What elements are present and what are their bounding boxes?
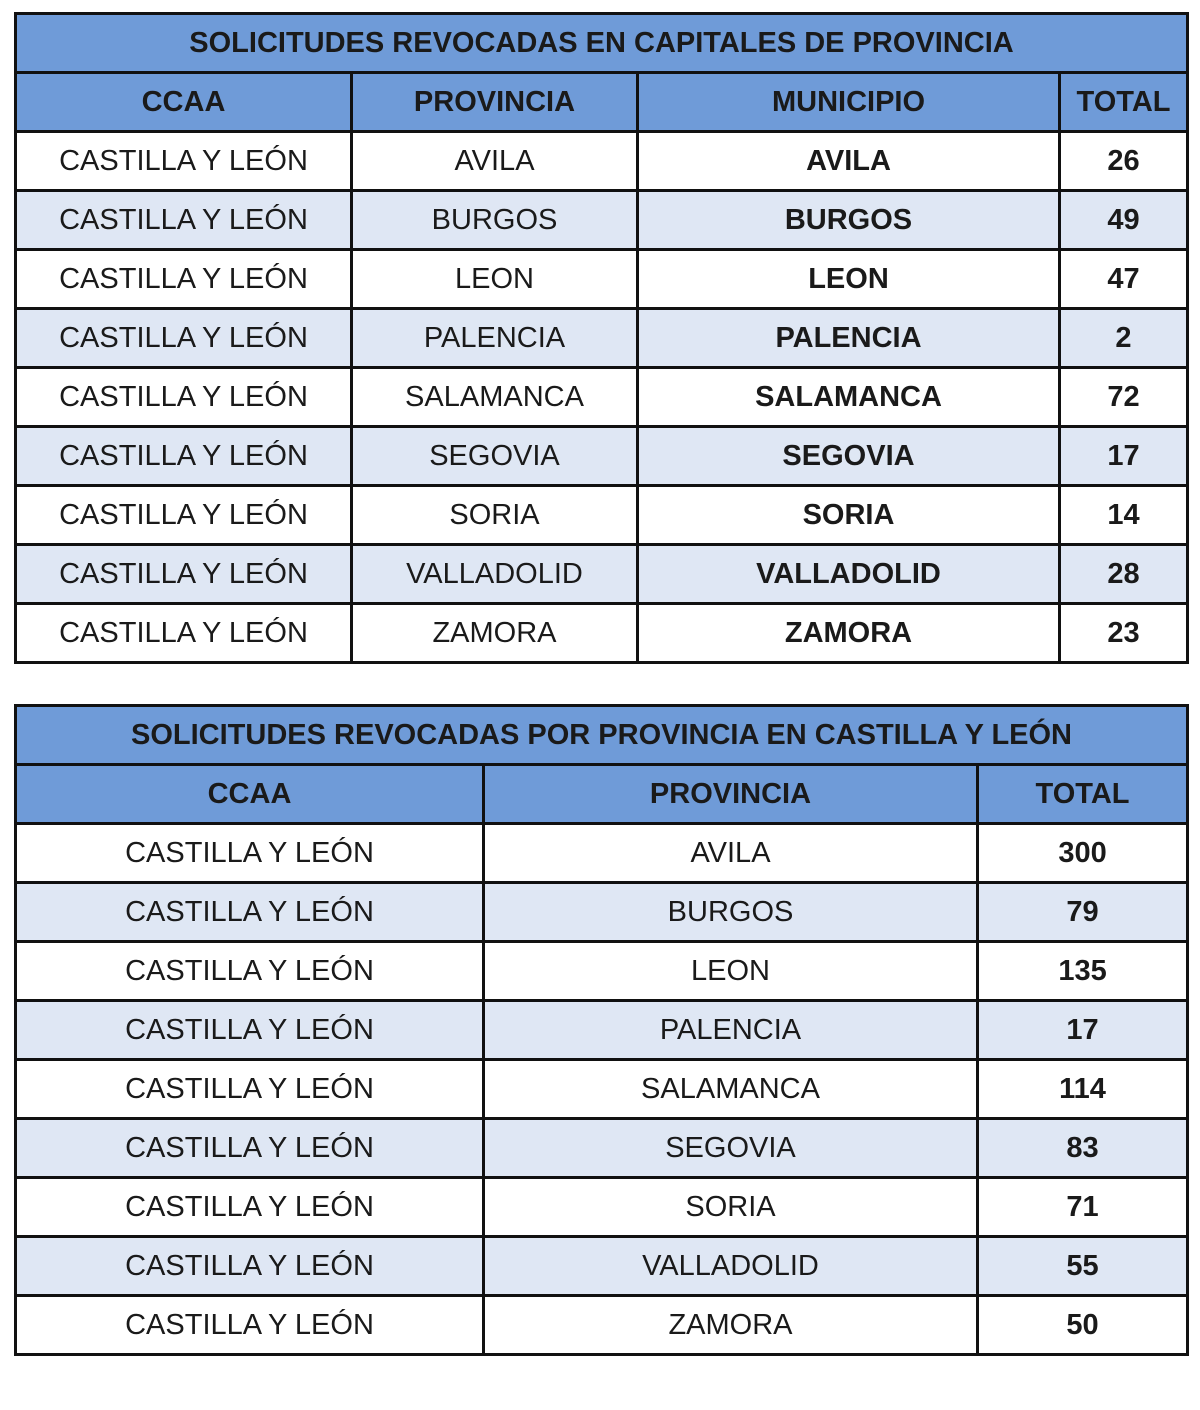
cell-ccaa: CASTILLA Y LEÓN <box>16 1060 484 1119</box>
capitals-table-body <box>16 132 1188 663</box>
cell-total: 26 <box>1060 132 1188 191</box>
cell-ccaa: CASTILLA Y LEÓN <box>16 824 484 883</box>
table-row <box>16 132 1188 191</box>
table-row <box>16 824 1188 883</box>
table-row <box>16 883 1188 942</box>
cell-total: 50 <box>978 1296 1188 1355</box>
table-row <box>16 1119 1188 1178</box>
cell-ccaa: CASTILLA Y LEÓN <box>16 942 484 1001</box>
provinces-table-title: SOLICITUDES REVOCADAS POR PROVINCIA EN CASTILLA Y LEÓN <box>16 706 1188 765</box>
cell-provincia: VALLADOLID <box>484 1237 978 1296</box>
column-header-provincia: PROVINCIA <box>352 73 638 132</box>
cell-municipio: VALLADOLID <box>638 545 1060 604</box>
cell-total: 17 <box>1060 427 1188 486</box>
cell-municipio: AVILA <box>638 132 1060 191</box>
cell-ccaa: CASTILLA Y LEÓN <box>16 1001 484 1060</box>
table-row <box>16 1001 1188 1060</box>
cell-total: 114 <box>978 1060 1188 1119</box>
cell-ccaa: CASTILLA Y LEÓN <box>16 1237 484 1296</box>
cell-municipio: BURGOS <box>638 191 1060 250</box>
cell-ccaa: CASTILLA Y LEÓN <box>16 309 352 368</box>
cell-ccaa: CASTILLA Y LEÓN <box>16 1178 484 1237</box>
provinces-header-row <box>16 765 1188 824</box>
table-row <box>16 1296 1188 1355</box>
column-header-provincia: PROVINCIA <box>484 765 978 824</box>
cell-total: 28 <box>1060 545 1188 604</box>
table-row <box>16 486 1188 545</box>
cell-provincia: BURGOS <box>352 191 638 250</box>
cell-provincia: PALENCIA <box>352 309 638 368</box>
provinces-table-body <box>16 824 1188 1355</box>
cell-municipio: PALENCIA <box>638 309 1060 368</box>
table-row <box>16 1060 1188 1119</box>
table-row <box>16 1237 1188 1296</box>
cell-ccaa: CASTILLA Y LEÓN <box>16 604 352 663</box>
cell-ccaa: CASTILLA Y LEÓN <box>16 191 352 250</box>
cell-provincia: LEON <box>484 942 978 1001</box>
cell-ccaa: CASTILLA Y LEÓN <box>16 250 352 309</box>
capitals-header-row <box>16 73 1188 132</box>
column-header-ccaa: CCAA <box>16 765 484 824</box>
column-header-municipio: MUNICIPIO <box>638 73 1060 132</box>
cell-ccaa: CASTILLA Y LEÓN <box>16 883 484 942</box>
cell-total: 71 <box>978 1178 1188 1237</box>
table-row <box>16 604 1188 663</box>
cell-ccaa: CASTILLA Y LEÓN <box>16 427 352 486</box>
cell-ccaa: CASTILLA Y LEÓN <box>16 132 352 191</box>
cell-provincia: SORIA <box>352 486 638 545</box>
column-header-total: TOTAL <box>978 765 1188 824</box>
cell-total: 83 <box>978 1119 1188 1178</box>
cell-ccaa: CASTILLA Y LEÓN <box>16 368 352 427</box>
cell-provincia: SALAMANCA <box>484 1060 978 1119</box>
cell-municipio: ZAMORA <box>638 604 1060 663</box>
cell-provincia: SORIA <box>484 1178 978 1237</box>
cell-total: 55 <box>978 1237 1188 1296</box>
cell-total: 72 <box>1060 368 1188 427</box>
table-row <box>16 427 1188 486</box>
capitals-table-title: SOLICITUDES REVOCADAS EN CAPITALES DE PROVINCIA <box>16 14 1188 73</box>
table-row <box>16 368 1188 427</box>
cell-provincia: AVILA <box>352 132 638 191</box>
column-header-ccaa: CCAA <box>16 73 352 132</box>
cell-municipio: LEON <box>638 250 1060 309</box>
cell-ccaa: CASTILLA Y LEÓN <box>16 545 352 604</box>
cell-provincia: PALENCIA <box>484 1001 978 1060</box>
table-row <box>16 250 1188 309</box>
table-row <box>16 1178 1188 1237</box>
column-header-total: TOTAL <box>1060 73 1188 132</box>
cell-provincia: SALAMANCA <box>352 368 638 427</box>
cell-provincia: VALLADOLID <box>352 545 638 604</box>
table-row <box>16 309 1188 368</box>
cell-total: 17 <box>978 1001 1188 1060</box>
cell-total: 47 <box>1060 250 1188 309</box>
cell-municipio: SEGOVIA <box>638 427 1060 486</box>
table-row <box>16 191 1188 250</box>
cell-provincia: LEON <box>352 250 638 309</box>
cell-total: 14 <box>1060 486 1188 545</box>
cell-ccaa: CASTILLA Y LEÓN <box>16 1296 484 1355</box>
cell-provincia: SEGOVIA <box>484 1119 978 1178</box>
cell-total: 79 <box>978 883 1188 942</box>
cell-total: 2 <box>1060 309 1188 368</box>
cell-total: 300 <box>978 824 1188 883</box>
provinces-table <box>14 704 1189 1356</box>
table-row <box>16 545 1188 604</box>
cell-provincia: BURGOS <box>484 883 978 942</box>
cell-provincia: AVILA <box>484 824 978 883</box>
cell-provincia: ZAMORA <box>352 604 638 663</box>
cell-total: 49 <box>1060 191 1188 250</box>
cell-ccaa: CASTILLA Y LEÓN <box>16 1119 484 1178</box>
cell-total: 23 <box>1060 604 1188 663</box>
capitals-table <box>14 12 1189 664</box>
cell-municipio: SORIA <box>638 486 1060 545</box>
cell-total: 135 <box>978 942 1188 1001</box>
cell-provincia: ZAMORA <box>484 1296 978 1355</box>
cell-ccaa: CASTILLA Y LEÓN <box>16 486 352 545</box>
cell-municipio: SALAMANCA <box>638 368 1060 427</box>
table-row <box>16 942 1188 1001</box>
cell-provincia: SEGOVIA <box>352 427 638 486</box>
